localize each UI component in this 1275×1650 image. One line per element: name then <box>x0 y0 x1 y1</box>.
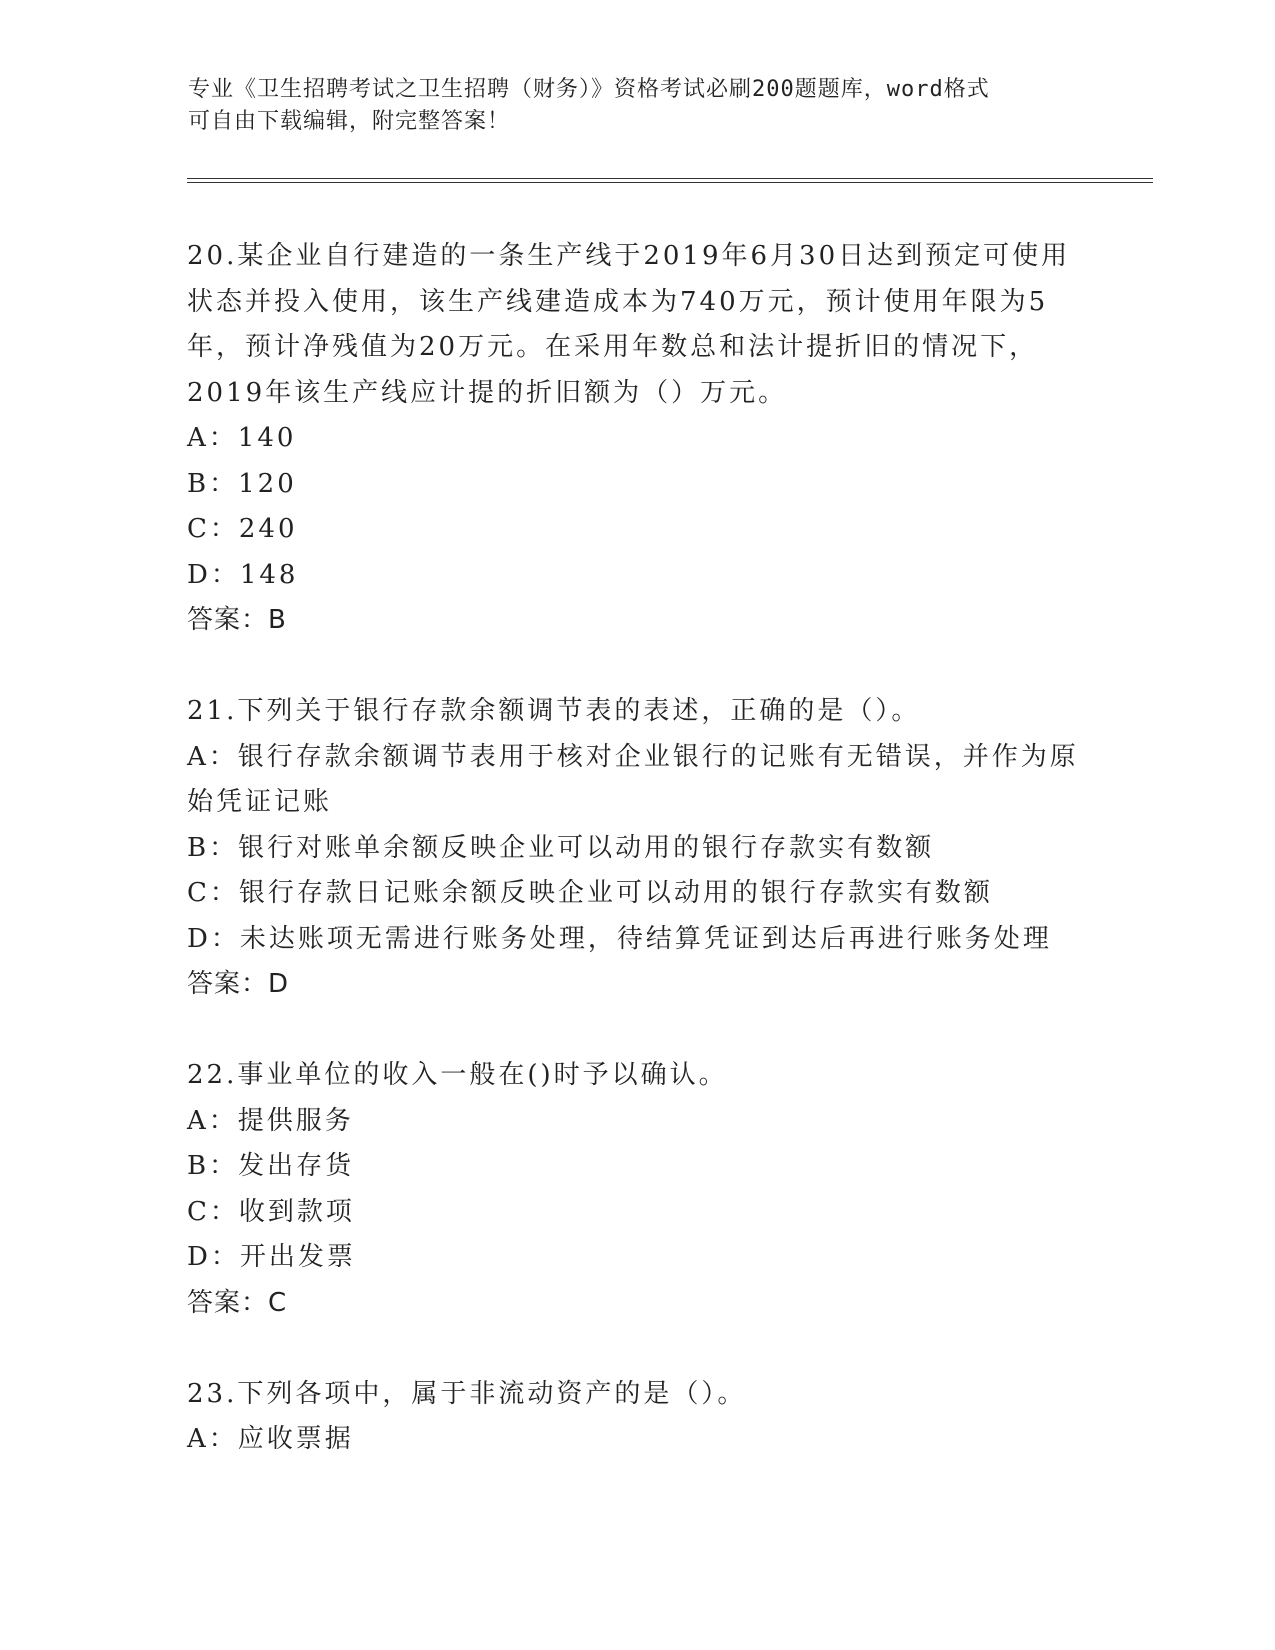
option-a: A：应收票据 <box>187 1424 354 1454</box>
option-d: D：未达账项无需进行账务处理，待结算凭证到达后再进行账务处理 <box>187 923 1052 954</box>
option-a: A：提供服务 <box>187 1105 354 1136</box>
question-text: 20.某企业自行建造的一条生产线于2019年6月30日达到预定可使用状态并投入使用，该生产线建造成本为740万元，预计使用年限为5年，预计净残值为20万元。在采用年数总和法计提折旧的情况下，2019年该生产线应计提的折旧额为（）万元。 <box>187 241 1071 408</box>
header-line-1: 专业《卫生招聘考试之卫生招聘（财务）》资格考试必刷200题题库，word格式 <box>188 77 990 102</box>
header-line-2: 可自由下载编辑，附完整答案！ <box>188 109 511 134</box>
option-c: C：银行存款日记账余额反映企业可以动用的银行存款实有数额 <box>187 878 993 908</box>
answer: 答案：C <box>187 1287 288 1318</box>
header-divider-bottom <box>187 182 1153 183</box>
question-block <box>187 1053 1087 1326</box>
question-block <box>187 1372 1087 1463</box>
question-text: 23.下列各项中，属于非流动资产的是（）。 <box>187 1378 747 1409</box>
document-header <box>188 74 1068 138</box>
option-a: A：银行存款余额调节表用于核对企业银行的记账有无错误，并作为原始凭证记账 <box>187 741 1079 817</box>
option-d: D：开出发票 <box>187 1242 356 1272</box>
option-b: B：120 <box>187 468 297 499</box>
question-block <box>187 689 1087 1008</box>
option-a: A：140 <box>187 423 297 453</box>
option-b: B：银行对账单余额反映企业可以动用的银行存款实有数额 <box>187 832 935 863</box>
option-d: D：148 <box>187 559 299 590</box>
question-list <box>187 234 1087 1508</box>
answer: 答案：D <box>187 969 290 999</box>
question-text: 22.事业单位的收入一般在()时予以确认。 <box>187 1060 728 1090</box>
option-c: C：收到款项 <box>187 1196 355 1227</box>
header-divider-top <box>187 178 1153 179</box>
question-block <box>187 234 1087 644</box>
answer: 答案：B <box>187 605 287 635</box>
option-c: C：240 <box>187 514 298 544</box>
option-b: B：发出存货 <box>187 1151 355 1181</box>
question-text: 21.下列关于银行存款余额调节表的表述，正确的是（）。 <box>187 696 921 726</box>
